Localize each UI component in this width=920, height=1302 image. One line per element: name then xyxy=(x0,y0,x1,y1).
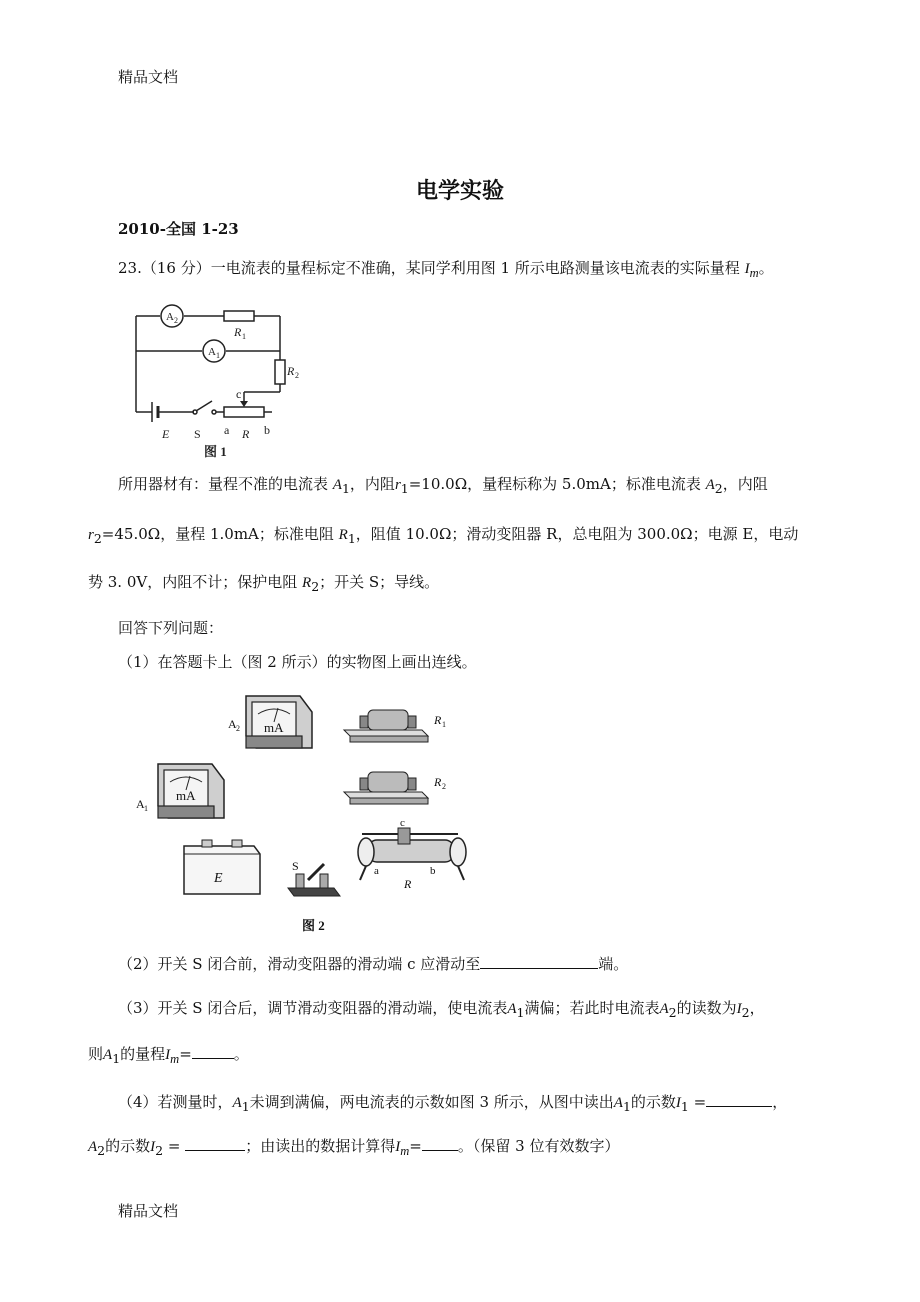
answer-blank-4c[interactable] xyxy=(422,1136,458,1151)
resistor-r1-symbol xyxy=(224,311,254,321)
part-3-line-2: 则$A_1$的量程$I_m=$ 。 xyxy=(88,1045,249,1066)
problem-source: 2010-全国 1-23 xyxy=(118,220,239,238)
svg-text:b: b xyxy=(264,423,270,437)
page-header: 精品文档 xyxy=(118,68,179,86)
figure-1-caption: 图 1 xyxy=(204,444,227,459)
answer-prompt: 回答下列问题： xyxy=(118,619,224,637)
svg-text:R: R xyxy=(434,775,442,789)
part-4-line-2: $A_2$的示数$I_2$ = ；由读出的数据计算得$I_m=$ 。（保留 3 位有效数字） xyxy=(88,1137,620,1158)
part-3-line-1: （3）开关 S 闭合后，调节滑动变阻器的滑动端，使电流表$A_1$满偏；若此时电流表$A_2$的读数为$I_2$， xyxy=(118,999,765,1020)
svg-text:S: S xyxy=(194,427,201,441)
svg-text:S: S xyxy=(292,859,299,873)
ammeter-a2-device xyxy=(246,696,312,748)
figure-2-caption: 图 2 xyxy=(302,918,325,933)
figure-1-circuit xyxy=(124,300,304,460)
answer-blank-2[interactable] xyxy=(480,954,598,969)
svg-text:2: 2 xyxy=(236,724,240,733)
resistor-r2-device xyxy=(344,772,446,804)
switch-device xyxy=(288,859,340,896)
svg-text:c: c xyxy=(400,817,405,829)
intro-var: I xyxy=(744,261,750,277)
svg-text:A: A xyxy=(136,797,145,811)
question-intro: 23.（16 分）一电流表的量程标定不准确，某同学利用图 1 所示电路测量该电流表的实际量程 $I_m$。 xyxy=(118,259,774,280)
svg-text:E: E xyxy=(214,871,223,886)
materials-line-2: $r_2=45.0\Omega$，量程 1.0mA；标准电阻 $R_1$，阻值 10.0Ω；滑动变阻器 R，总电阻为 300.0Ω；电源 E，电动 xyxy=(88,525,799,546)
svg-text:c: c xyxy=(236,387,242,401)
svg-text:1: 1 xyxy=(242,332,246,341)
svg-text:b: b xyxy=(430,865,436,877)
svg-text:1: 1 xyxy=(216,351,220,360)
svg-text:a: a xyxy=(224,423,230,437)
part-4-line-1: （4）若测量时，$A_1$未调到满偏，两电流表的示数如图 3 所示，从图中读出$A_1$的示数$I_1$ = ， xyxy=(118,1093,788,1114)
switch-symbol xyxy=(196,401,212,411)
svg-text:2: 2 xyxy=(174,316,178,325)
battery-device xyxy=(184,840,260,894)
svg-text:1: 1 xyxy=(442,720,446,729)
answer-blank-3[interactable] xyxy=(192,1044,234,1059)
svg-text:E: E xyxy=(162,427,170,441)
svg-text:mA: mA xyxy=(176,788,196,803)
svg-text:R: R xyxy=(234,325,242,339)
svg-text:a: a xyxy=(374,865,379,877)
rheostat-symbol xyxy=(224,407,264,417)
figure-2-apparatus xyxy=(128,684,478,940)
materials-line-3: 势 3. 0V，内阻不计；保护电阻 $R_2$；开关 S；导线。 xyxy=(88,573,440,594)
svg-text:R: R xyxy=(287,364,295,378)
svg-text:2: 2 xyxy=(442,782,446,791)
svg-text:1: 1 xyxy=(144,804,148,813)
svg-text:R: R xyxy=(404,877,412,891)
materials-line-1: 所用器材有：量程不准的电流表 $A_1$，内阻$r_1=10.0\Omega$，量程标称为 5.0mA；标准电流表 $A_2$，内阻 xyxy=(118,475,768,496)
svg-text:R: R xyxy=(242,427,250,441)
page-title: 电学实验 xyxy=(415,178,504,204)
svg-text:2: 2 xyxy=(295,371,299,380)
part-1: （1）在答题卡上（图 2 所示）的实物图上画出连线。 xyxy=(118,653,477,671)
resistor-r1-device xyxy=(344,710,446,742)
svg-text:A: A xyxy=(228,717,237,731)
rheostat-device xyxy=(358,817,466,891)
svg-text:mA: mA xyxy=(264,720,284,735)
svg-text:R: R xyxy=(434,713,442,727)
resistor-r2-symbol xyxy=(275,360,285,384)
intro-text: 23.（16 分）一电流表的量程标定不准确，某同学利用图 1 所示电路测量该电流表的实际量程 xyxy=(118,259,740,277)
part-2: （2）开关 S 闭合前，滑动变阻器的滑动端 c 应滑动至 端。 xyxy=(118,955,629,973)
svg-text:A: A xyxy=(208,346,216,358)
ammeter-a1-device xyxy=(158,764,224,818)
answer-blank-4b[interactable] xyxy=(185,1136,245,1151)
page-footer: 精品文档 xyxy=(118,1202,179,1220)
svg-text:A: A xyxy=(166,311,174,323)
answer-blank-4a[interactable] xyxy=(706,1092,772,1107)
